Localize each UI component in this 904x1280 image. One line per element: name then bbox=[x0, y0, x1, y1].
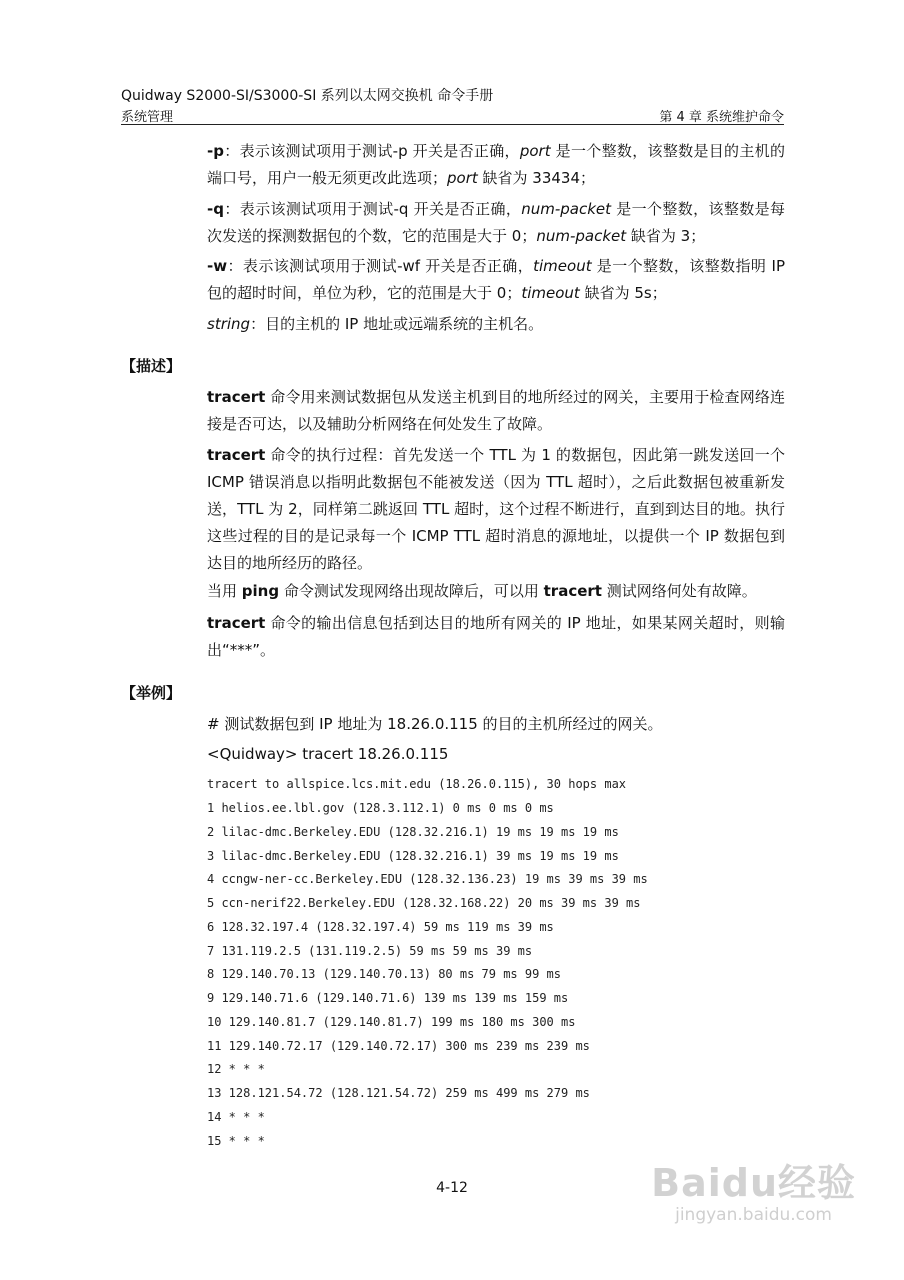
chapter-name: 第 4 章 系统维护命令 bbox=[659, 110, 784, 125]
desc-para-4: tracert 命令的输出信息包括到达目的地所有网关的 IP 地址，如果某网关超时，则输出“***”。 bbox=[207, 614, 785, 659]
output-line: 8 129.140.70.13 (129.140.70.13) 80 ms 79 ms 99 ms bbox=[207, 967, 562, 981]
output-line: 2 lilac-dmc.Berkeley.EDU (128.32.216.1) 19 ms 19 ms 19 ms bbox=[207, 825, 619, 839]
param-flag: -q bbox=[207, 200, 224, 218]
output-line: 3 lilac-dmc.Berkeley.EDU (128.32.216.1) 39 ms 19 ms 19 ms bbox=[207, 849, 619, 863]
example-comment: # 测试数据包到 IP 地址为 18.26.0.115 的目的主机所经过的网关。 bbox=[207, 715, 663, 733]
output-line: 5 ccn-nerif22.Berkeley.EDU (128.32.168.22) 20 ms 39 ms 39 ms bbox=[207, 896, 641, 910]
output-line: 15 * * * bbox=[207, 1134, 265, 1148]
param-string: string：目的主机的 IP 地址或远端系统的主机名。 bbox=[207, 315, 544, 333]
param-flag: -w bbox=[207, 257, 228, 275]
param-q: -q：表示该测试项用于测试-q 开关是否正确，num-packet 是一个整数，该整数是每次发送的探测数据包的个数，它的范围是大于 0；num-packet 缺省为 3； bbox=[207, 200, 785, 245]
output-line: 12 * * * bbox=[207, 1062, 265, 1076]
output-line: 13 128.121.54.72 (128.121.54.72) 259 ms 499 ms 279 ms bbox=[207, 1086, 590, 1100]
param-w: -w：表示该测试项用于测试-wf 开关是否正确，timeout 是一个整数，该整数指明 IP 包的超时时间，单位为秒，它的范围是大于 0；timeout 缺省为 5s； bbox=[207, 257, 785, 302]
output-line: 11 129.140.72.17 (129.140.72.17) 300 ms 239 ms 239 ms bbox=[207, 1039, 590, 1053]
output-line: 1 helios.ee.lbl.gov (128.3.112.1) 0 ms 0 ms 0 ms bbox=[207, 801, 554, 815]
section-name: 系统管理 bbox=[121, 110, 174, 125]
output-line: 7 131.119.2.5 (131.119.2.5) 59 ms 59 ms 39 ms bbox=[207, 944, 533, 958]
output-line: 9 129.140.71.6 (129.140.71.6) 139 ms 139 ms 159 ms bbox=[207, 991, 569, 1005]
output-line: 6 128.32.197.4 (128.32.197.4) 59 ms 119 ms 39 ms bbox=[207, 920, 554, 934]
watermark-url: jingyan.baidu.com bbox=[675, 1205, 832, 1225]
desc-para-2: tracert 命令的执行过程：首先发送一个 TTL 为 1 的数据包，因此第一跳发送回一个 ICMP 错误消息以指明此数据包不能被发送（因为 TTL 超时），之后此数据包被重新发送，TTL 为 2，同样第二跳返回 TTL 超时，这个过程不断进行，直到到达目的地。执行这些过程的目的是记录每一个 ICMP TTL 超时消息的源地址，以提供一个 IP 数据包到达目的地所经历的路径。 bbox=[207, 446, 785, 572]
baidu-watermark bbox=[651, 1152, 856, 1225]
desc-heading: 【描述】 bbox=[121, 357, 182, 375]
example-heading: 【举例】 bbox=[121, 684, 182, 702]
output-line: 10 129.140.81.7 (129.140.81.7) 199 ms 180 ms 300 ms bbox=[207, 1015, 576, 1029]
header-divider bbox=[121, 124, 784, 125]
desc-para-1: tracert 命令用来测试数据包从发送主机到目的地所经过的网关，主要用于检查网络连接是否可达，以及辅助分析网络在何处发生了故障。 bbox=[207, 388, 785, 433]
baidu-logo: Baidu经验 bbox=[651, 1161, 856, 1205]
output-line: 4 ccngw-ner-cc.Berkeley.EDU (128.32.136.23) 19 ms 39 ms 39 ms bbox=[207, 872, 648, 886]
page-number: 4-12 bbox=[436, 1180, 468, 1196]
param-p: -p：表示该测试项用于测试-p 开关是否正确，port 是一个整数，该整数是目的主机的端口号，用户一般无须更改此选项；port 缺省为 33434； bbox=[207, 142, 785, 187]
output-line: 14 * * * bbox=[207, 1110, 265, 1124]
param-flag: -p bbox=[207, 142, 224, 160]
output-line: tracert to allspice.lcs.mit.edu (18.26.0.115), 30 hops max bbox=[207, 777, 627, 791]
example-command: <Quidway> tracert 18.26.0.115 bbox=[207, 745, 449, 763]
doc-title: Quidway S2000-SI/S3000-SI 系列以太网交换机 命令手册 bbox=[121, 88, 494, 104]
desc-para-3: 当用 ping 命令测试发现网络出现故障后，可以用 tracert 测试网络何处有故障。 bbox=[207, 582, 757, 600]
